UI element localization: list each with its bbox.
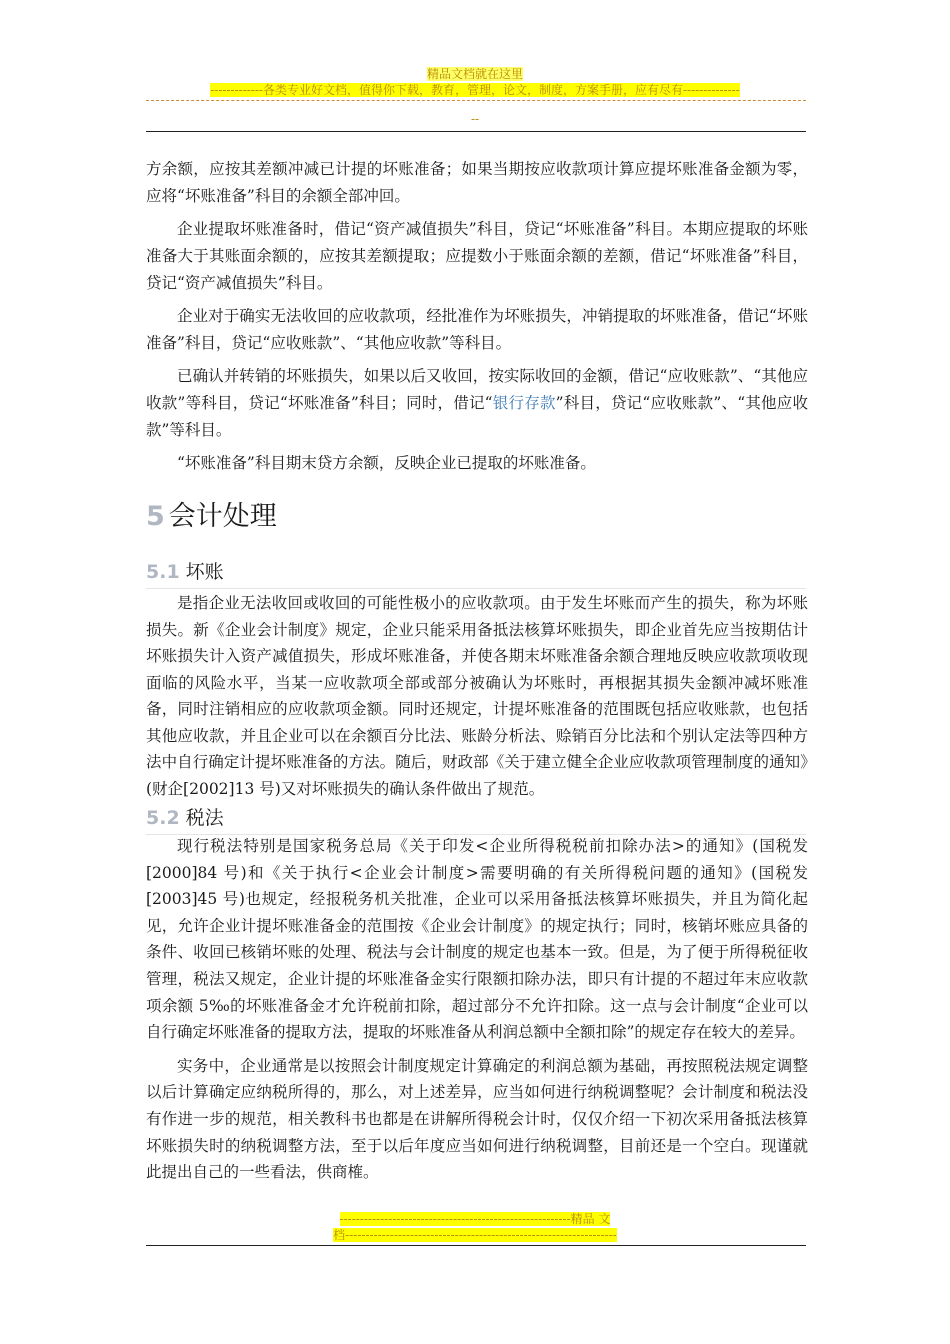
intro-paragraph-5: “坏账准备”科目期末贷方余额，反映企业已提取的坏账准备。 [177,454,596,472]
section-5-number: 5 [146,501,165,532]
section-5-heading [146,497,277,537]
intro-p4-start: 已确认并转销的坏账损失，如果以后又收回，按实际收回的金额，借记“应收账款”、“其他应收款”等科目，贷记“坏账准备”科目；同时，借记“ [146,367,808,412]
section-5-2-heading [146,803,224,833]
intro-paragraph-2: 企业提取坏账准备时，借记“资产减值损失”科目，贷记“坏账准备”科目。本期应提取的坏账准备大于其账面余额的，应按其差额提取；应提数小于账面余额的差额，借记“坏账准备”科目，贷记“资产减值损失”科目。 [146,220,808,292]
header-rule [146,131,806,132]
intro-paragraph-3: 企业对于确实无法收回的应收款项，经批准作为坏账损失，冲销提取的坏账准备，借记“坏账准备”科目，贷记“应收账款”、“其他应收款”等科目。 [146,307,808,352]
header-dash-tail: -- [470,112,480,126]
bank-deposit-link[interactable]: 银行存款 [492,394,556,412]
bad-debt-paragraph: 是指企业无法收回或收回的可能性极小的应收款项。由于发生坏账而产生的损失，称为坏账损失。新《企业会计制度》规定，企业只能采用备抵法核算坏账损失，即企业首先应当按期估计坏账损失计入资产减值损失，形成坏账准备，并使各期末坏账准备余额合理地反映应收款项收现面临的风险水平，当某一应收款项全部或部分被确认为坏账时，再根据其损失金额冲减坏账准备，同时注销相应的应收款项金额。同时还规定，计提坏账准备的范围既包括应收账款，也包括其他应收款，并且企业可以在余额百分比法、账龄分析法、赊销百分比法和个别认定法等四种方法中自行确定计提坏账准备的方法。随后，财政部《关于建立健全企业应收款项管理制度的通知》(财企[2002]13 号)又对坏账损失的确认条件做出了规范。 [146,594,808,798]
footer-rule [146,1245,806,1246]
intro-paragraph-1: 方余额，应按其差额冲减已计提的坏账准备；如果当期按应收款项计算应提坏账准备金额为零，应将“坏账准备”科目的余额全部冲回。 [146,160,808,205]
footer-line-2: 档------------------------------------------------------------------- [333,1228,617,1242]
header-title-text: 精品文档就在这里 [426,67,523,81]
tax-law-paragraph-2: 实务中，企业通常是以按照会计制度规定计算确定的利润总额为基础，再按照税法规定调整以后计算确定应纳税所得的，那么，对上述差异，应当如何进行纳税调整呢？会计制度和税法没有作进一步的规范，相关教科书也都是在讲解所得税会计时，仅仅介绍一下初次采用备抵法核算坏账损失时的纳税调整方法，至于以后年度应当如何进行纳税调整，目前还是一个空白。现谨就此提出自己的一些看法，供商榷。 [146,1056,808,1182]
intro-p4-end: ”科目，贷记“应收账款”、“其他应收款”等科目。 [146,394,808,439]
header-title [0,66,950,82]
tax-law-paragraph-1: 现行税法特别是国家税务总局《关于印发<企业所得税税前扣除办法>的通知》(国税发[2000]84 号)和《关于执行<企业会计制度>需要明确的有关所得税问题的通知》(国税发[2003]45 号)也规定，经报税务机关批准，企业可以采用备抵法核算坏账损失，并且为简化起见，允许企业计提坏账准备金的范围按《企业会计制度》的规定执行；同时，核销坏账应具备的条件、收回已核销坏账的处理、税法与会计制度的规定也基本一致。但是，为了便于所得税征收管理，税法又规定，企业计提的坏账准备金实行限额扣除办法，即只有计提的不超过年末应收款项余额 5‰的坏账准备金才允许税前扣除，超过部分不允许扣除。这一点与会计制度“企业可以自行确定坏账准备的提取方法，提取的坏账准备从利润总额中全额扣除”的规定存在较大的差异。 [146,837,808,1042]
footer-banner [0,1211,950,1243]
header-dashed-line [146,100,806,101]
section-5-title: 会计处理 [168,501,277,532]
section-5-2-title: 税法 [185,807,224,829]
section-5-1-title: 坏账 [185,561,224,583]
section-5-2-body [146,833,808,1193]
section-5-2-number: 5.2 [146,807,180,829]
intro-text [146,156,808,483]
section-5-1-body [146,590,808,809]
section-5-1-number: 5.1 [146,561,180,583]
section-5-1-divider [146,588,806,589]
header-banner [0,82,950,98]
footer-line-1: ---------------------------------------------------------精品 文 [339,1212,611,1226]
section-5-1-heading [146,557,224,587]
intro-paragraph-4 [146,363,808,444]
header-banner-text: -------------各类专业好文档，值得你下载，教育，管理，论文，制度，方案手册，应有尽有-------------- [210,83,740,97]
